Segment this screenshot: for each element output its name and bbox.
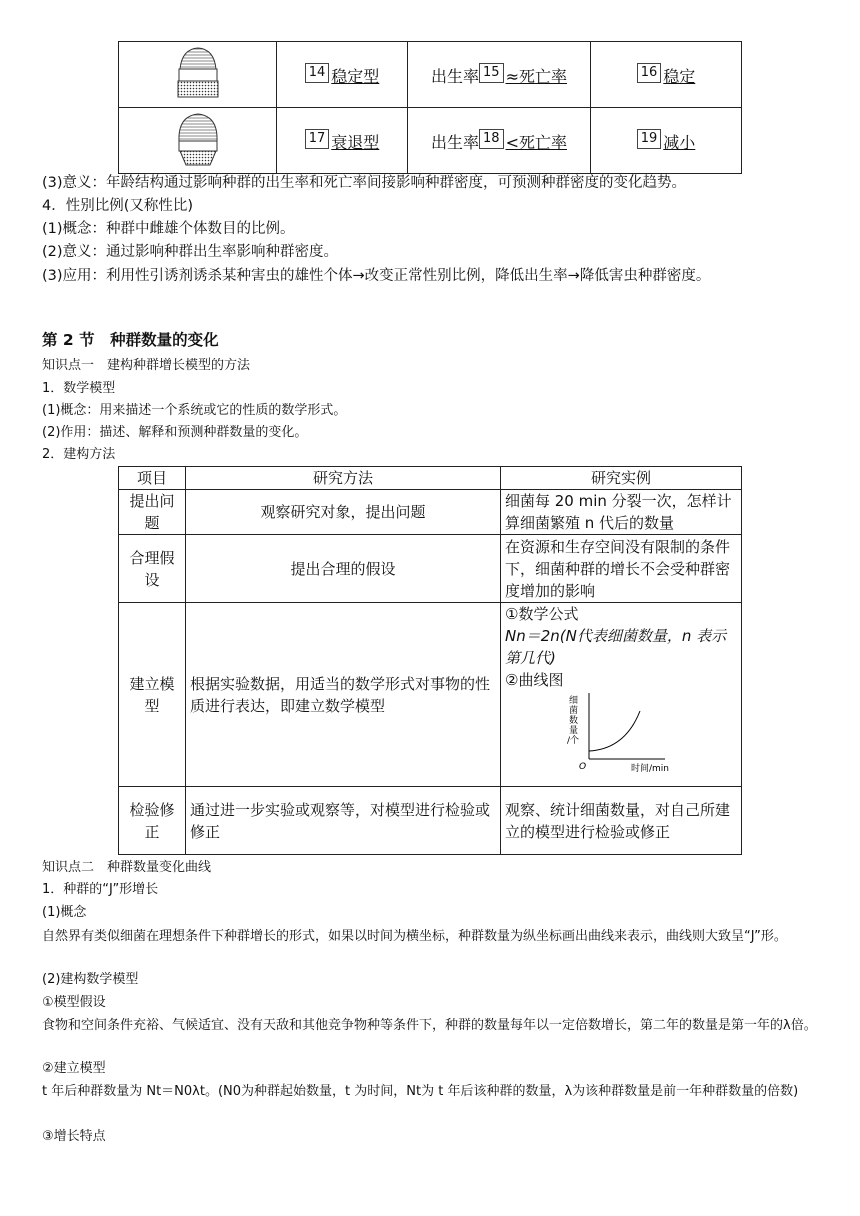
paragraph: (2)作用：描述、解释和预测种群数量的变化。: [42, 425, 308, 440]
heading: (1)概念: [42, 905, 87, 920]
type-label: 衰退型: [331, 132, 380, 152]
paragraph: 自然界有类似细菌在理想条件下种群增长的形式，如果以时间为横坐标，种群数量为纵坐标画出曲线来表示，曲线则大致呈“J”形。: [42, 929, 787, 944]
table-row: 建立模型 根据实验数据，用适当的数学形式对事物的性质进行表达，即建立数学模型 ①数学公式 Nn＝2n(N代表细菌数量，n 表示第几代) ②曲线图 细菌数量/个 O 时间/min: [119, 603, 742, 787]
heading: 1．种群的“J”形增长: [42, 882, 159, 897]
paragraph: (3)意义：年龄结构通过影响种群的出生率和死亡率间接影响种群密度，可预测种群密度的变化趋势。: [42, 175, 687, 191]
table-row: 检验修正 通过进一步实验或观察等，对模型进行检验或修正 观察、统计细菌数量，对自己所建立的模型进行检验或修正: [119, 787, 742, 855]
rate-cell: 出生率 18 <死亡率: [408, 108, 591, 174]
stable-pyramid-icon: [168, 45, 228, 101]
heading: 知识点二 种群数量变化曲线: [42, 860, 212, 875]
table-row: [119, 42, 742, 108]
table-header-row: 项目 研究方法 研究实例: [119, 467, 742, 490]
heading: 2．建构方法: [42, 447, 116, 462]
pyramid-decline-cell: [119, 108, 277, 174]
chart-xlabel: 时间/min: [631, 764, 670, 773]
chart-ylabel: 细菌数量/个: [567, 696, 580, 746]
chart-origin: O: [579, 762, 587, 772]
method-table: [118, 466, 742, 855]
paragraph: 食物和空间条件充裕、气候适宜、没有天敌和其他竞争物种等条件下，种群的数量每年以一定倍数增长，第二年的数量是第一年的λ倍。: [42, 1018, 817, 1033]
trend-cell: 16 稳定: [591, 42, 742, 108]
j-curve-chart: [565, 691, 715, 773]
trend-cell: 19 减小: [591, 108, 742, 174]
heading: 1．数学模型: [42, 381, 116, 396]
heading: ②建立模型: [42, 1061, 106, 1076]
heading: ③增长特点: [42, 1129, 106, 1144]
table-row: 提出问题 观察研究对象，提出问题 细菌每 20 min 分裂一次，怎样计算细菌繁殖 n 代后的数量: [119, 490, 742, 535]
table-row: [119, 108, 742, 174]
type-cell: 17 衰退型: [277, 108, 408, 174]
age-structure-table: [118, 41, 742, 174]
declining-pyramid-icon: [168, 111, 228, 167]
model-example-cell: ①数学公式 Nn＝2n(N代表细菌数量，n 表示第几代) ②曲线图 细菌数量/个 O 时间/min: [501, 603, 742, 787]
type-cell: 14 稳定型: [277, 42, 408, 108]
table-row: 合理假设 提出合理的假设 在资源和生存空间没有限制的条件下，细菌种群的增长不会受种群密度增加的影响: [119, 535, 742, 603]
paragraph: (1)概念：种群中雌雄个体数目的比例。: [42, 221, 295, 237]
paragraph: (2)意义：通过影响种群出生率影响种群密度。: [42, 244, 339, 260]
paragraph: 4．性别比例(又称性比): [42, 198, 194, 214]
j-curve: [589, 711, 640, 751]
paragraph: t 年后种群数量为 Nt＝N0λt。(N0为种群起始数量，t 为时间，Nt为 t 年后该种群的数量，λ为该种群数量是前一年种群数量的倍数): [42, 1084, 799, 1099]
heading: ①模型假设: [42, 995, 106, 1010]
pyramid-stable-cell: [119, 42, 277, 108]
rate-cell: 出生率 15 ≈死亡率: [408, 42, 591, 108]
paragraph: (3)应用：利用性引诱剂诱杀某种害虫的雄性个体→改变正常性别比例，降低出生率→降低害虫种群密度。: [42, 268, 711, 284]
type-label: 稳定型: [331, 66, 380, 86]
heading: 知识点一 建构种群增长模型的方法: [42, 358, 251, 373]
heading: (2)建构数学模型: [42, 972, 139, 987]
section-title: 第 2 节 种群数量的变化: [42, 331, 219, 349]
paragraph: (1)概念：用来描述一个系统或它的性质的数学形式。: [42, 403, 347, 418]
